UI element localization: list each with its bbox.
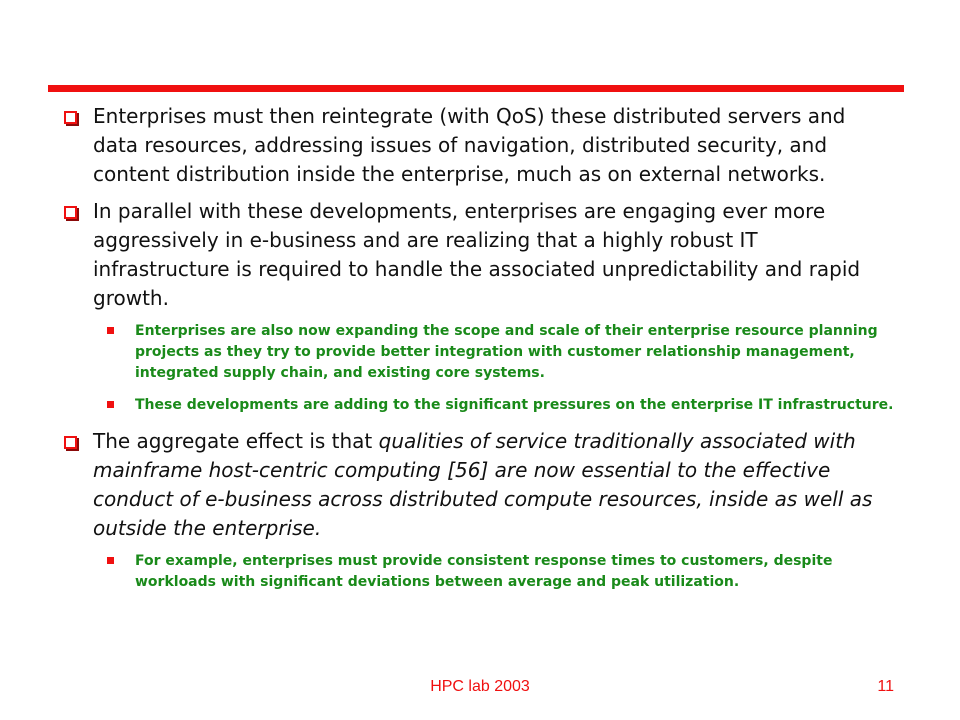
footer-label: HPC lab 2003 <box>430 678 530 695</box>
bullet-text-emphasis: qualities of service traditionally associated with mainframe host-centric computing [56] are now essential to the effective conduct of e-business across distributed compute resources, inside as well as outside the enterprise. <box>93 429 873 540</box>
bullet-item <box>64 197 894 313</box>
checkbox-bullet-icon <box>64 111 77 124</box>
slide-content <box>64 102 894 604</box>
square-bullet-icon <box>107 327 114 334</box>
square-bullet-icon <box>107 557 114 564</box>
bullet-item <box>64 102 894 189</box>
checkbox-bullet-icon <box>64 436 77 449</box>
sub-bullet-item <box>107 551 894 593</box>
sub-bullet-item <box>107 321 894 384</box>
header-rule <box>48 85 904 92</box>
checkbox-bullet-icon <box>64 206 77 219</box>
bullet-text-prefix: The aggregate effect is that <box>93 429 379 453</box>
sub-bullet-text: These developments are adding to the significant pressures on the enterprise IT infrastructure. <box>135 397 894 413</box>
bullet-item <box>64 427 894 543</box>
sub-bullet-item <box>107 395 894 416</box>
sub-bullet-text: Enterprises are also now expanding the scope and scale of their enterprise resource planning projects as they try to provide better integration with customer relationship management, integrated supply chain, and existing core systems. <box>135 323 878 381</box>
bullet-text: Enterprises must then reintegrate (with QoS) these distributed servers and data resources, addressing issues of navigation, distributed security, and content distribution inside the enterprise, much as on external networks. <box>93 104 846 186</box>
page-number: 11 <box>877 678 894 695</box>
bullet-text: In parallel with these developments, enterprises are engaging ever more aggressively in e-business and are realizing that a highly robust IT infrastructure is required to handle the associated unpredictability and rapid growth. <box>93 199 861 310</box>
sub-bullet-text: For example, enterprises must provide consistent response times to customers, despite workloads with significant deviations between average and peak utilization. <box>135 553 833 590</box>
square-bullet-icon <box>107 401 114 408</box>
